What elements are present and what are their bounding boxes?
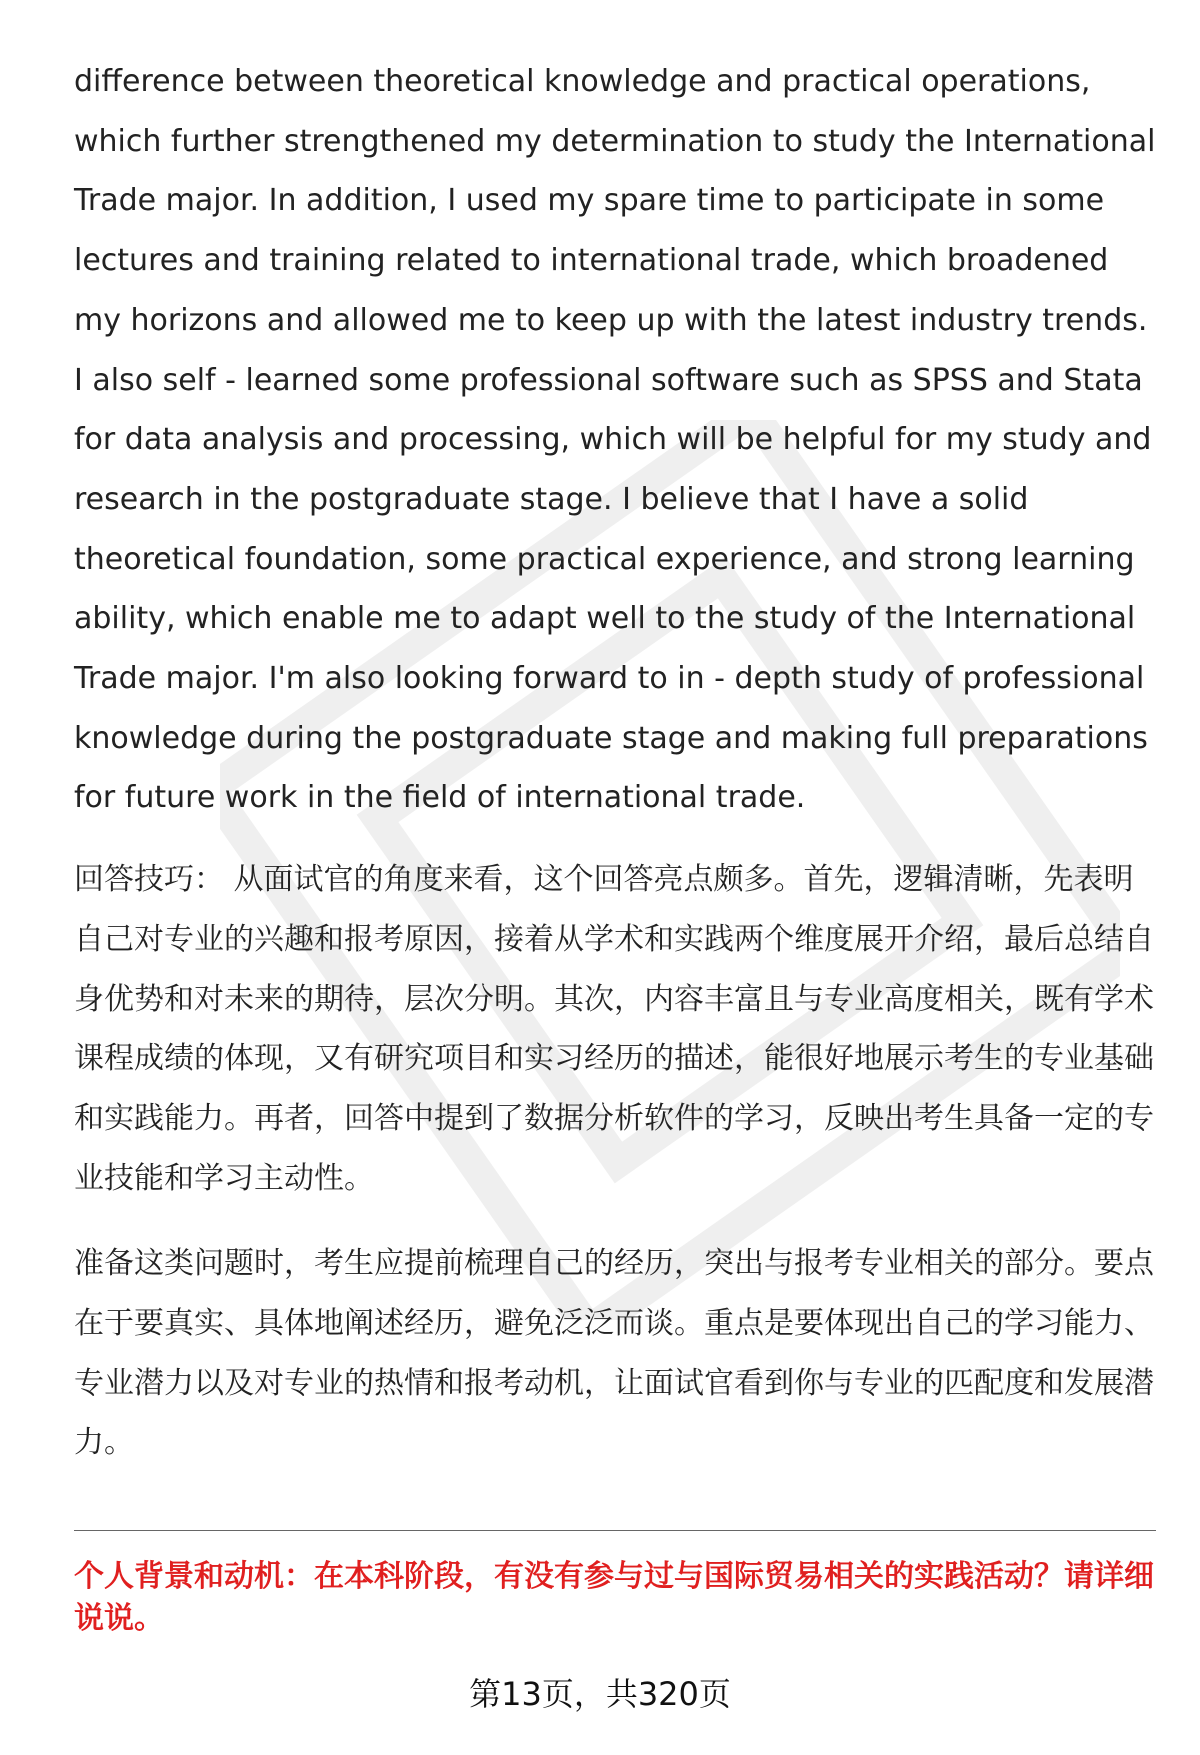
interview-question: 个人背景和动机：在本科阶段，有没有参与过与国际贸易相关的实践活动？请详细说说。 — [74, 1559, 1154, 1636]
preparation-advice-paragraph: 准备这类问题时，考生应提前梳理自己的经历，突出与报考专业相关的部分。要点在于要真实、具体地阐述经历，避免泛泛而谈。重点是要体现出自己的学习能力、专业潜力以及对专业的热情和报考动机，让面试官看到你与专业的匹配度和发展潜力。 — [74, 1246, 1154, 1461]
main-content — [74, 52, 1156, 1473]
page-number: 第13页，共320页 — [469, 1675, 731, 1713]
english-answer-paragraph: difference between theoretical knowledge and practical operations, which further strengthened my determination to study the International Trade major. In addition, I used my spare time to participate in some lectures and training related to international trade, which broadened my horizons and allowed me to keep up with the latest industry trends. I also self - learned some professional software such as SPSS and Stata for data analysis and processing, which will be helpful for my study and research in the postgraduate stage. I believe that I have a solid theoretical foundation, some practical experience, and strong learning ability, which enable me to adapt well to the study of the International Trade major. I'm also looking forward to in - depth study of professional knowledge during the postgraduate stage and making full preparations for future work in the field of international trade. — [74, 64, 1156, 816]
section-divider — [74, 1530, 1156, 1531]
answer-tips-paragraph: 回答技巧： 从面试官的角度来看，这个回答亮点颇多。首先，逻辑清晰，先表明自己对专业的兴趣和报考原因，接着从学术和实践两个维度展开介绍，最后总结自身优势和对未来的期待，层次分明。其次，内容丰富且与专业高度相关，既有学术课程成绩的体现，又有研究项目和实习经历的描述，能很好地展示考生的专业基础和实践能力。再者，回答中提到了数据分析软件的学习，反映出考生具备一定的专业技能和学习主动性。 — [74, 862, 1154, 1196]
